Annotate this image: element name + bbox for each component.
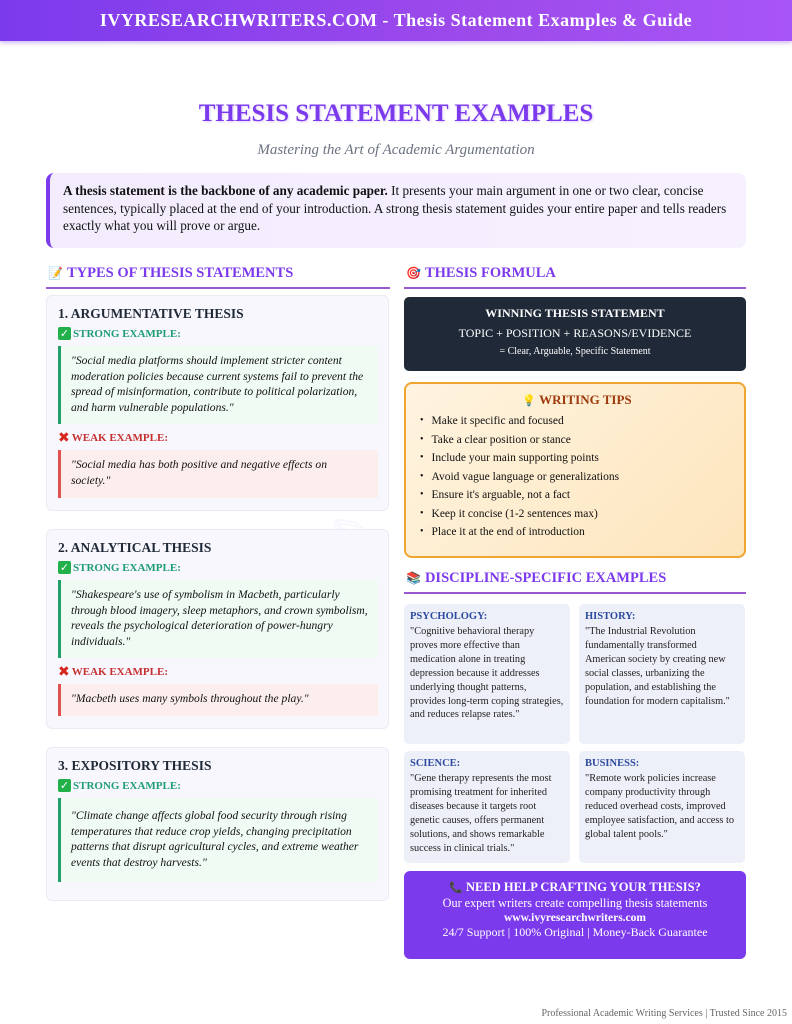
tips-list: [420, 412, 734, 542]
cta-url-link[interactable]: www.ivyresearchwriters.com: [503, 912, 646, 924]
formula-title: WINNING THESIS STATEMENT: [485, 306, 665, 320]
weak-example-label: [58, 664, 378, 681]
discipline-label: SCIENCE:: [410, 758, 461, 769]
cta-box[interactable]: [404, 871, 746, 959]
formula-heading: [404, 262, 746, 289]
cta-title-text: NEED HELP CRAFTING YOUR THESIS?: [466, 880, 701, 894]
types-heading-text: TYPES OF THESIS STATEMENTS: [66, 265, 294, 281]
discipline-text: "Remote work policies increase company productivity through reduced overhead costs, improved employee satisfaction, and access to global talent pools.": [585, 773, 734, 840]
thesis-card-title: 3. EXPOSITORY THESIS: [58, 758, 212, 773]
weak-example-label: [58, 430, 378, 447]
strong-example-quote: "Climate change affects global food security through rising temperatures that reduce crop yields, changing precipitation patterns that disrupt agricultural cycles, and extreme weather events that destroy harvests.": [58, 798, 378, 882]
thesis-card-expository: [46, 747, 389, 901]
tip-item: • Make it specific and focused: [420, 415, 564, 427]
disciplines-heading-text: DISCIPLINE-SPECIFIC EXAMPLES: [424, 570, 667, 586]
discipline-label: HISTORY:: [585, 611, 636, 622]
check-icon: ✓: [59, 779, 70, 792]
discipline-text: "Gene therapy represents the most promising treatment for inherited diseases because it targets root genetic causes, offers permanent solutions, and shows remarkable success in clinical trials.": [410, 773, 552, 854]
lightbulb-icon: 💡: [522, 395, 537, 407]
phone-icon: 📞: [449, 882, 463, 894]
cta-title: [404, 880, 746, 895]
intro-bold: A thesis statement is the backbone of any academic paper.: [63, 183, 388, 198]
memo-icon: 📝: [48, 266, 63, 280]
cta-description: Our expert writers create compelling thesis statements: [442, 896, 708, 910]
strong-example-quote: "Social media platforms should implement stricter content moderation policies because current systems fail to prevent the spread of misinformation, contribute to political polarization, and harm vulnerable populations.": [58, 346, 378, 424]
strong-example-quote: "Shakespeare's use of symbolism in Macbeth, particularly through blood imagery, sleep metaphors, and crown symbolism, reveals the psychological deterioration of power-hungry individuals.": [58, 580, 378, 658]
types-section: [46, 262, 390, 869]
discipline-text: "Cognitive behavioral therapy proves more effective than medication alone in treating depression because it addresses underlying thought patterns, provides long-term coping strategies, and reduces relapse rates.": [410, 626, 564, 721]
check-icon: ✓: [59, 327, 70, 340]
tips-title: [420, 392, 734, 408]
top-banner: [0, 0, 792, 41]
weak-example-quote: "Macbeth uses many symbols throughout the play.": [58, 684, 378, 716]
weak-label-text: WEAK EXAMPLE:: [71, 432, 168, 445]
disciplines-heading: [404, 567, 746, 594]
discipline-card-psychology: [404, 604, 570, 744]
intro-text: It presents your main argument in one or two clear, concise sentences, typically placed at the end of your introduction. A strong thesis statement guides your entire paper and tells readers exactly what you will prove or argue.: [63, 183, 727, 233]
cross-icon: ✖: [58, 430, 70, 447]
tip-item: • Place it at the end of introduction: [420, 526, 585, 538]
intro-box: [46, 173, 746, 248]
tip-item: • Ensure it's arguable, not a fact: [420, 489, 571, 501]
check-icon: ✓: [59, 561, 70, 574]
discipline-card-business: [579, 751, 745, 863]
right-column: [404, 262, 746, 939]
thesis-card-title: 1. ARGUMENTATIVE THESIS: [58, 306, 244, 321]
thesis-card-argumentative: [46, 295, 389, 511]
weak-example-quote: "Social media has both positive and negative effects on society.": [58, 450, 378, 497]
banner-text: IVYRESEARCHWRITERS.COM - Thesis Statement Examples & Guide: [99, 10, 693, 30]
formula-heading-text: THESIS FORMULA: [424, 265, 556, 281]
types-heading: [46, 262, 390, 289]
strong-label-text: STRONG EXAMPLE:: [73, 327, 181, 340]
cta-features: 24/7 Support | 100% Original | Money-Back Guarantee: [442, 925, 708, 939]
cross-icon: ✖: [58, 664, 70, 681]
books-icon: 📚: [406, 571, 421, 585]
weak-label-text: WEAK EXAMPLE:: [71, 666, 168, 679]
discipline-label: PSYCHOLOGY:: [410, 611, 488, 622]
strong-label-text: STRONG EXAMPLE:: [73, 561, 181, 574]
strong-label-text: STRONG EXAMPLE:: [73, 779, 181, 792]
tip-item: • Take a clear position or stance: [420, 433, 571, 446]
strong-example-label: [58, 561, 378, 574]
page-title: THESIS STATEMENT EXAMPLES: [198, 100, 594, 127]
tip-item: • Avoid vague language or generalizations: [420, 470, 620, 483]
discipline-card-science: [404, 751, 570, 863]
formula-result: = Clear, Arguable, Specific Statement: [499, 346, 651, 357]
tips-title-text: WRITING TIPS: [539, 392, 632, 407]
page-subtitle: Mastering the Art of Academic Argumentation: [257, 142, 535, 158]
discipline-text: "The Industrial Revolution fundamentally transformed American society by creating new social classes, urbanizing the population, and establishing the foundation for modern capitalism.": [585, 626, 730, 707]
strong-example-label: [58, 327, 378, 340]
thesis-card-analytical: [46, 529, 389, 729]
target-icon: 🎯: [406, 266, 421, 280]
discipline-label: BUSINESS:: [585, 758, 640, 769]
discipline-card-history: [579, 604, 745, 744]
formula-equation: TOPIC + POSITION + REASONS/EVIDENCE: [458, 326, 692, 340]
tip-item: • Include your main supporting points: [420, 452, 599, 464]
footer-text: Professional Academic Writing Services | Trusted Since 2015: [541, 1008, 787, 1019]
strong-example-label: [58, 779, 378, 792]
writing-tips-box: [404, 382, 746, 558]
thesis-card-title: 2. ANALYTICAL THESIS: [58, 540, 212, 555]
formula-box: [404, 297, 746, 371]
tip-item: • Keep it concise (1-2 sentences max): [420, 507, 598, 520]
